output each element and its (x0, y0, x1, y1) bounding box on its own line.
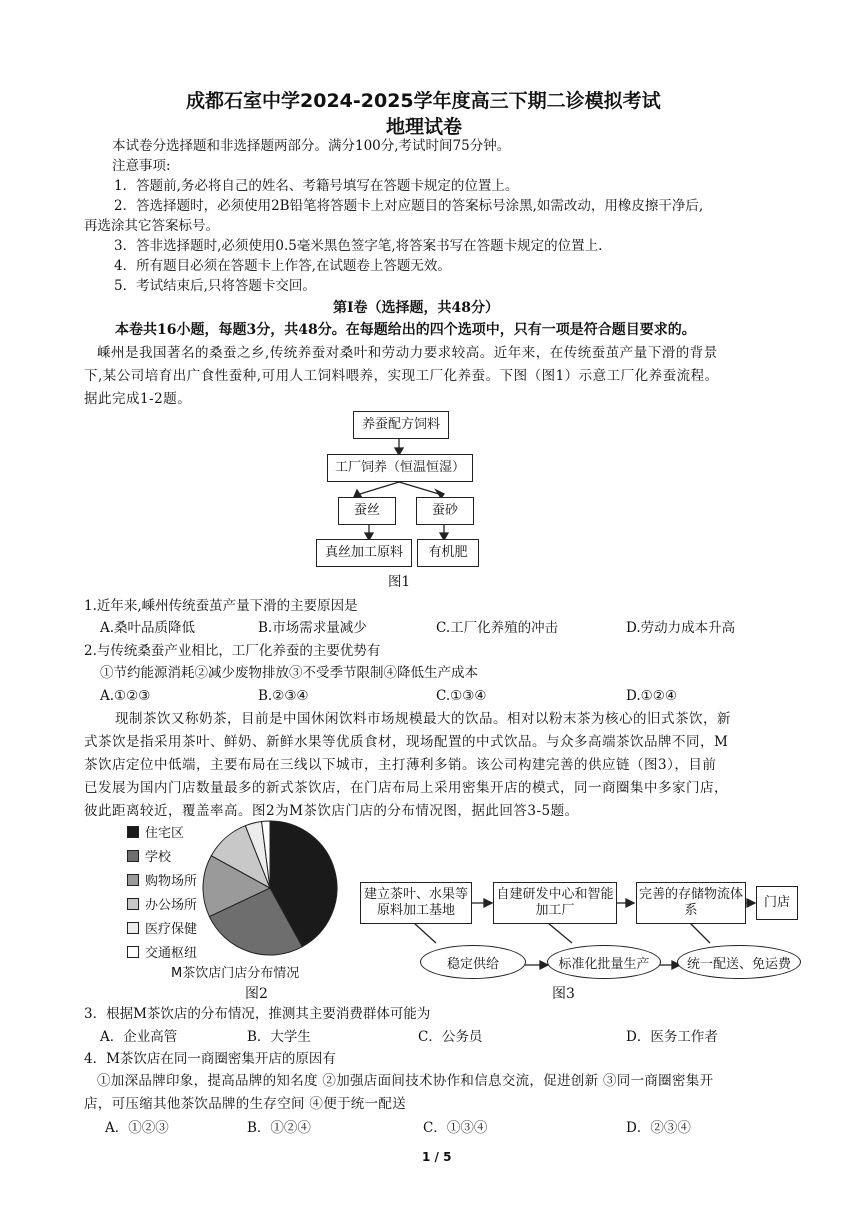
passage2-line3: 茶饮店定位中低端，主要布局在三线以下城市，主打薄利多销。该公司构建完善的供应链（图3），目前 (84, 757, 717, 773)
q4-option-d[interactable]: D．②③④ (626, 1120, 691, 1136)
legend-item (127, 894, 197, 913)
notice-5: 5．考试结束后,只将答题卡交回。 (114, 278, 316, 294)
fig1-box-silkraw: 真丝加工原料 (316, 539, 412, 567)
q1-option-d[interactable]: D.劳动力成本升高 (626, 620, 736, 636)
notice-1: 1．答题前,务必将自己的姓名、考籍号填写在答题卡规定的位置上。 (114, 178, 519, 194)
fig3-ellipse-distribution: 统一配送、免运费 (677, 945, 801, 979)
fig3-box-storage: 完善的存储物流体系 (636, 882, 746, 924)
fig2-caption: 图2 (245, 986, 268, 1002)
fig3-ellipse-standard: 标准化批量生产 (547, 945, 661, 979)
q2-option-d[interactable]: D.①②④ (626, 688, 677, 704)
legend-label: 学校 (145, 850, 172, 865)
fig1-box-feed: 养蚕配方饲料 (353, 411, 449, 439)
fig1-box-sand: 蚕砂 (416, 497, 474, 525)
intro-line: 本试卷分选择题和非选择题两部分。满分100分,考试时间75分钟。 (112, 138, 511, 154)
q3-option-d[interactable]: D．医务工作者 (626, 1029, 718, 1045)
q1-option-c[interactable]: C.工厂化养殖的冲击 (436, 620, 559, 636)
legend-label: 办公场所 (145, 898, 198, 913)
legend-item (127, 942, 197, 961)
section-title: 第Ⅰ卷（选择题，共48分） (333, 300, 500, 316)
legend-label: 购物场所 (145, 874, 198, 889)
legend-label: 医疗保健 (145, 922, 198, 937)
q4-stem: 4．M茶饮店在同一商圈密集开店的原因有 (84, 1051, 336, 1067)
q1-option-b[interactable]: B.市场需求量减少 (258, 620, 367, 636)
q1-stem: 1.近年来,嵊州传统蚕茧产量下滑的主要原因是 (84, 598, 358, 614)
passage1-line3: 据此完成1-2题。 (84, 391, 192, 407)
notice-3: 3．答非选择题时,必须使用0.5毫米黑色签字笔,将答案书写在答题卡规定的位置上. (114, 238, 603, 254)
q2-items: ①节约能源消耗②减少废物排放③不受季节限制④降低生产成本 (100, 665, 478, 681)
fig3-box-rd: 自建研发中心和智能加工厂 (493, 882, 617, 924)
fig3-caption: 图3 (552, 986, 575, 1002)
page-number: 1 / 5 (422, 1150, 452, 1164)
q2-option-a[interactable]: A.①②③ (100, 688, 151, 704)
legend-item (127, 918, 197, 937)
legend-swatch (127, 946, 139, 958)
notice-2a: 2．答选择题时，必须使用2B铅笔将答题卡上对应题目的答案标号涂黑,如需改动，用橡皮擦干净后, (114, 198, 704, 214)
legend-swatch (127, 898, 139, 910)
passage2-line1: 现制茶饮又称奶茶，目前是中国休闲饮料市场规模最大的饮品。相对以粉末茶为核心的旧式茶饮，新 (115, 711, 731, 727)
q3-option-c[interactable]: C．公务员 (418, 1029, 483, 1045)
notice-title: 注意事项: (112, 158, 171, 174)
q2-stem: 2.与传统桑蚕产业相比，工厂化养蚕的主要优势有 (84, 643, 381, 659)
legend-label: 住宅区 (145, 826, 185, 841)
legend-label: 交通枢纽 (145, 946, 198, 961)
page-title: 成都石室中学2024-2025学年度高三下期二诊模拟考试 (186, 90, 661, 112)
q3-option-b[interactable]: B．大学生 (247, 1029, 311, 1045)
q1-option-a[interactable]: A.桑叶品质降低 (100, 620, 196, 636)
legend-item (127, 870, 197, 889)
page-subtitle: 地理试卷 (386, 116, 463, 138)
fig2-chart-title: M茶饮店门店分布情况 (171, 966, 300, 981)
fig3-box-shop: 门店 (756, 886, 798, 920)
fig3-ellipse-supply: 稳定供给 (420, 945, 526, 979)
q3-option-a[interactable]: A．企业高管 (100, 1029, 178, 1045)
legend-swatch (127, 826, 139, 838)
q2-option-b[interactable]: B.②③④ (258, 688, 309, 704)
legend-item (127, 822, 184, 841)
fig1-box-fertilizer: 有机肥 (417, 539, 479, 567)
legend-item (127, 846, 171, 865)
legend-swatch (127, 922, 139, 934)
q4-items-line2: 店，可压缩其他茶饮品牌的生存空间 ④便于统一配送 (84, 1096, 406, 1112)
notice-2b: 再选涂其它答案标号。 (84, 218, 219, 234)
passage2-line4: 已发展为国内门店数量最多的新式茶饮店，在门店布局上采用密集开店的模式，同一商圈集中多家门店， (84, 780, 728, 796)
legend-swatch (127, 874, 139, 886)
q4-items-line1: ①加深品牌印象，提高品牌的知名度 ②加强店面间技术协作和信息交流，促进创新 ③同一商圈密集开 (97, 1073, 714, 1089)
section-instruction: 本卷共16小题，每题3分，共48分。在每题给出的四个选项中，只有一项是符合题目要求的。 (115, 322, 696, 338)
legend-swatch (127, 850, 139, 862)
passage1-line1: 嵊州是我国著名的桑蚕之乡,传统养蚕对桑叶和劳动力要求较高。近年来，在传统蚕茧产量下滑的背景 (97, 345, 718, 361)
q4-option-c[interactable]: C．①③④ (423, 1120, 488, 1136)
fig1-caption: 图1 (388, 574, 411, 590)
passage2-line5: 彼此距离较近，覆盖率高。图2为M茶饮店门店的分布情况图，据此回答3-5题。 (84, 803, 579, 819)
fig1-box-silk: 蚕丝 (338, 497, 396, 525)
passage1-line2: 下,某公司培育出广食性蚕种,可用人工饲料喂养，实现工厂化养蚕。下图（图1）示意工厂化养蚕流程。 (84, 368, 719, 384)
notice-4: 4．所有题目必须在答题卡上作答,在试题卷上答题无效。 (114, 258, 451, 274)
fig1-box-factory: 工厂饲养（恒温恒湿） (327, 454, 473, 482)
q4-option-b[interactable]: B．①②④ (247, 1120, 311, 1136)
passage2-line2: 式茶饮是指采用茶叶、鲜奶、新鲜水果等优质食材，现场配置的中式饮品。与众多高端茶饮品牌不同，M (84, 734, 729, 750)
q3-stem: 3．根据M茶饮店的分布情况，推测其主要消费群体可能为 (84, 1006, 431, 1022)
fig3-box-base: 建立茶叶、水果等原料加工基地 (360, 882, 472, 924)
fig2-pie-chart (200, 818, 340, 958)
q2-option-c[interactable]: C.①③④ (436, 688, 487, 704)
q4-option-a[interactable]: A．①②③ (105, 1120, 169, 1136)
